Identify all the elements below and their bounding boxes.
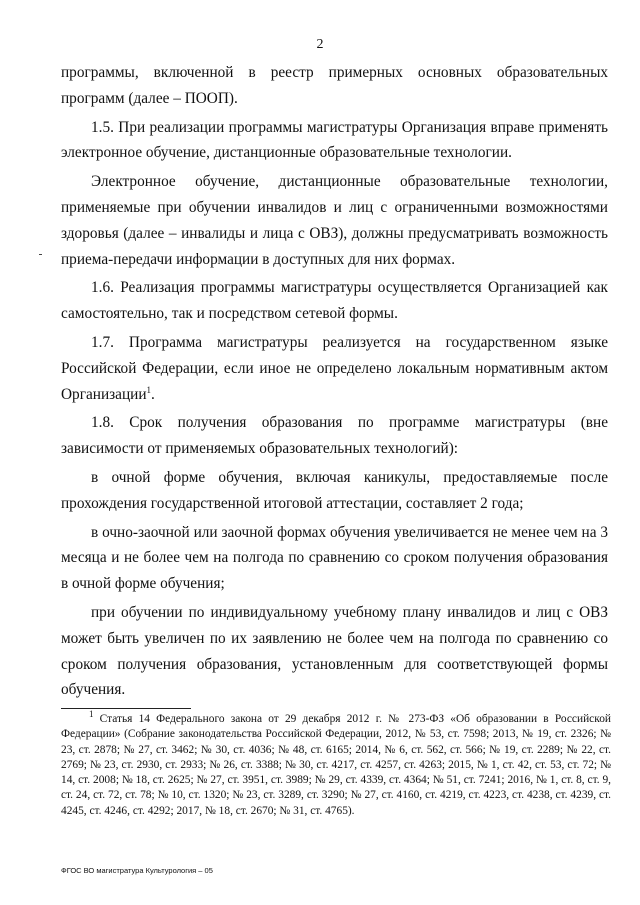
- paragraph-individual-plan: при обучении по индивидуальному учебному плану инвалидов и лиц с ОВЗ может быть увеличен по их заявлению не более чем на полгода по сравнению со сроком получения образования, установленным для соответствующей формы обучения.: [61, 603, 608, 699]
- footer-label: ФГОС ВО магистратура Культурология – 05: [61, 866, 213, 875]
- paragraph-full-time: в очной форме обучения, включая каникулы, предоставляемые после прохождения государственной итоговой аттестации, составляет 2 года;: [61, 468, 608, 512]
- page-number: 2: [316, 37, 324, 52]
- paragraph-continuation: программы, включенной в реестр примерных основных образовательных программ (далее – ПООП).: [61, 64, 608, 107]
- paragraph-1-7: [61, 330, 608, 407]
- footnote-marker: 1: [89, 709, 94, 720]
- footnote-divider: [61, 708, 191, 709]
- paragraph-1-8: 1.8. Срок получения образования по программе магистратуры (вне зависимости от применяемых образовательных технологий):: [61, 414, 608, 458]
- footnote: [61, 709, 611, 819]
- paragraph-part-time: в очно-заочной или заочной формах обучения увеличивается не менее чем на 3 месяца и не более чем на полгода по сравнению со сроком получения образования в очной форме обучения;: [61, 523, 608, 593]
- paragraph-distance-learning: Электронное обучение, дистанционные образовательные технологии, применяемые при обучении инвалидов и лиц с ограниченными возможностями здоровья (далее – инвалиды и лица с ОВЗ), должны предусматривать возможность приема-передачи информации в доступных для них формах.: [61, 173, 608, 268]
- paragraph-1-5: 1.5. При реализации программы магистратуры Организация вправе применять электронное обучение, дистанционные образовательные технологии.: [61, 118, 608, 162]
- document-body: [61, 60, 608, 706]
- paragraph-1-6: 1.6. Реализация программы магистратуры осуществляется Организацией как самостоятельно, так и посредством сетевой формы.: [61, 279, 608, 323]
- footnote-text: Статья 14 Федерального закона от 29 декабря 2012 г. № 273-ФЗ «Об образовании в Российской Федерации» (Собрание законодательства Российской Федерации, 2012, № 53, ст. 7598; 2013, № 19, ст. 2326; № 23, ст. 2878; № 27, ст. 3462; № 30, ст. 4036; № 48, ст. 6165; 2014, № 6, ст. 562, ст. 566; № 19, ст. 2289; № 22, ст. 2769; № 23, ст. 2930, ст. 2933; № 26, ст. 3388; № 30, ст. 4217, ст. 4257, ст. 4263; 2015, № 1, ст. 42, ст. 53, ст. 72; № 14, ст. 2008; № 18, ст. 2625; № 27, ст. 3951, ст. 3989; № 29, ст. 4339, ст. 4364; № 51, ст. 7241; 2016, № 1, ст. 8, ст. 9, ст. 24, ст. 72, ст. 78; № 10, ст. 1320; № 23, ст. 3289, ст. 3290; № 27, ст. 4160, ст. 4219, ст. 4223, ст. 4238, ст. 4239, ст. 4245, ст. 4246, ст. 4292; 2017, № 18, ст. 2670; № 31, ст. 4765).: [61, 713, 611, 817]
- scan-mark: [39, 254, 42, 255]
- paragraph-1-7-tail: .: [151, 385, 155, 403]
- footnote-reference: 1: [146, 384, 152, 395]
- paragraph-1-7-text: 1.7. Программа магистратуры реализуется на государственном языке Российской Федерации, если иное не определено локальным нормативным актом Организации: [61, 333, 608, 403]
